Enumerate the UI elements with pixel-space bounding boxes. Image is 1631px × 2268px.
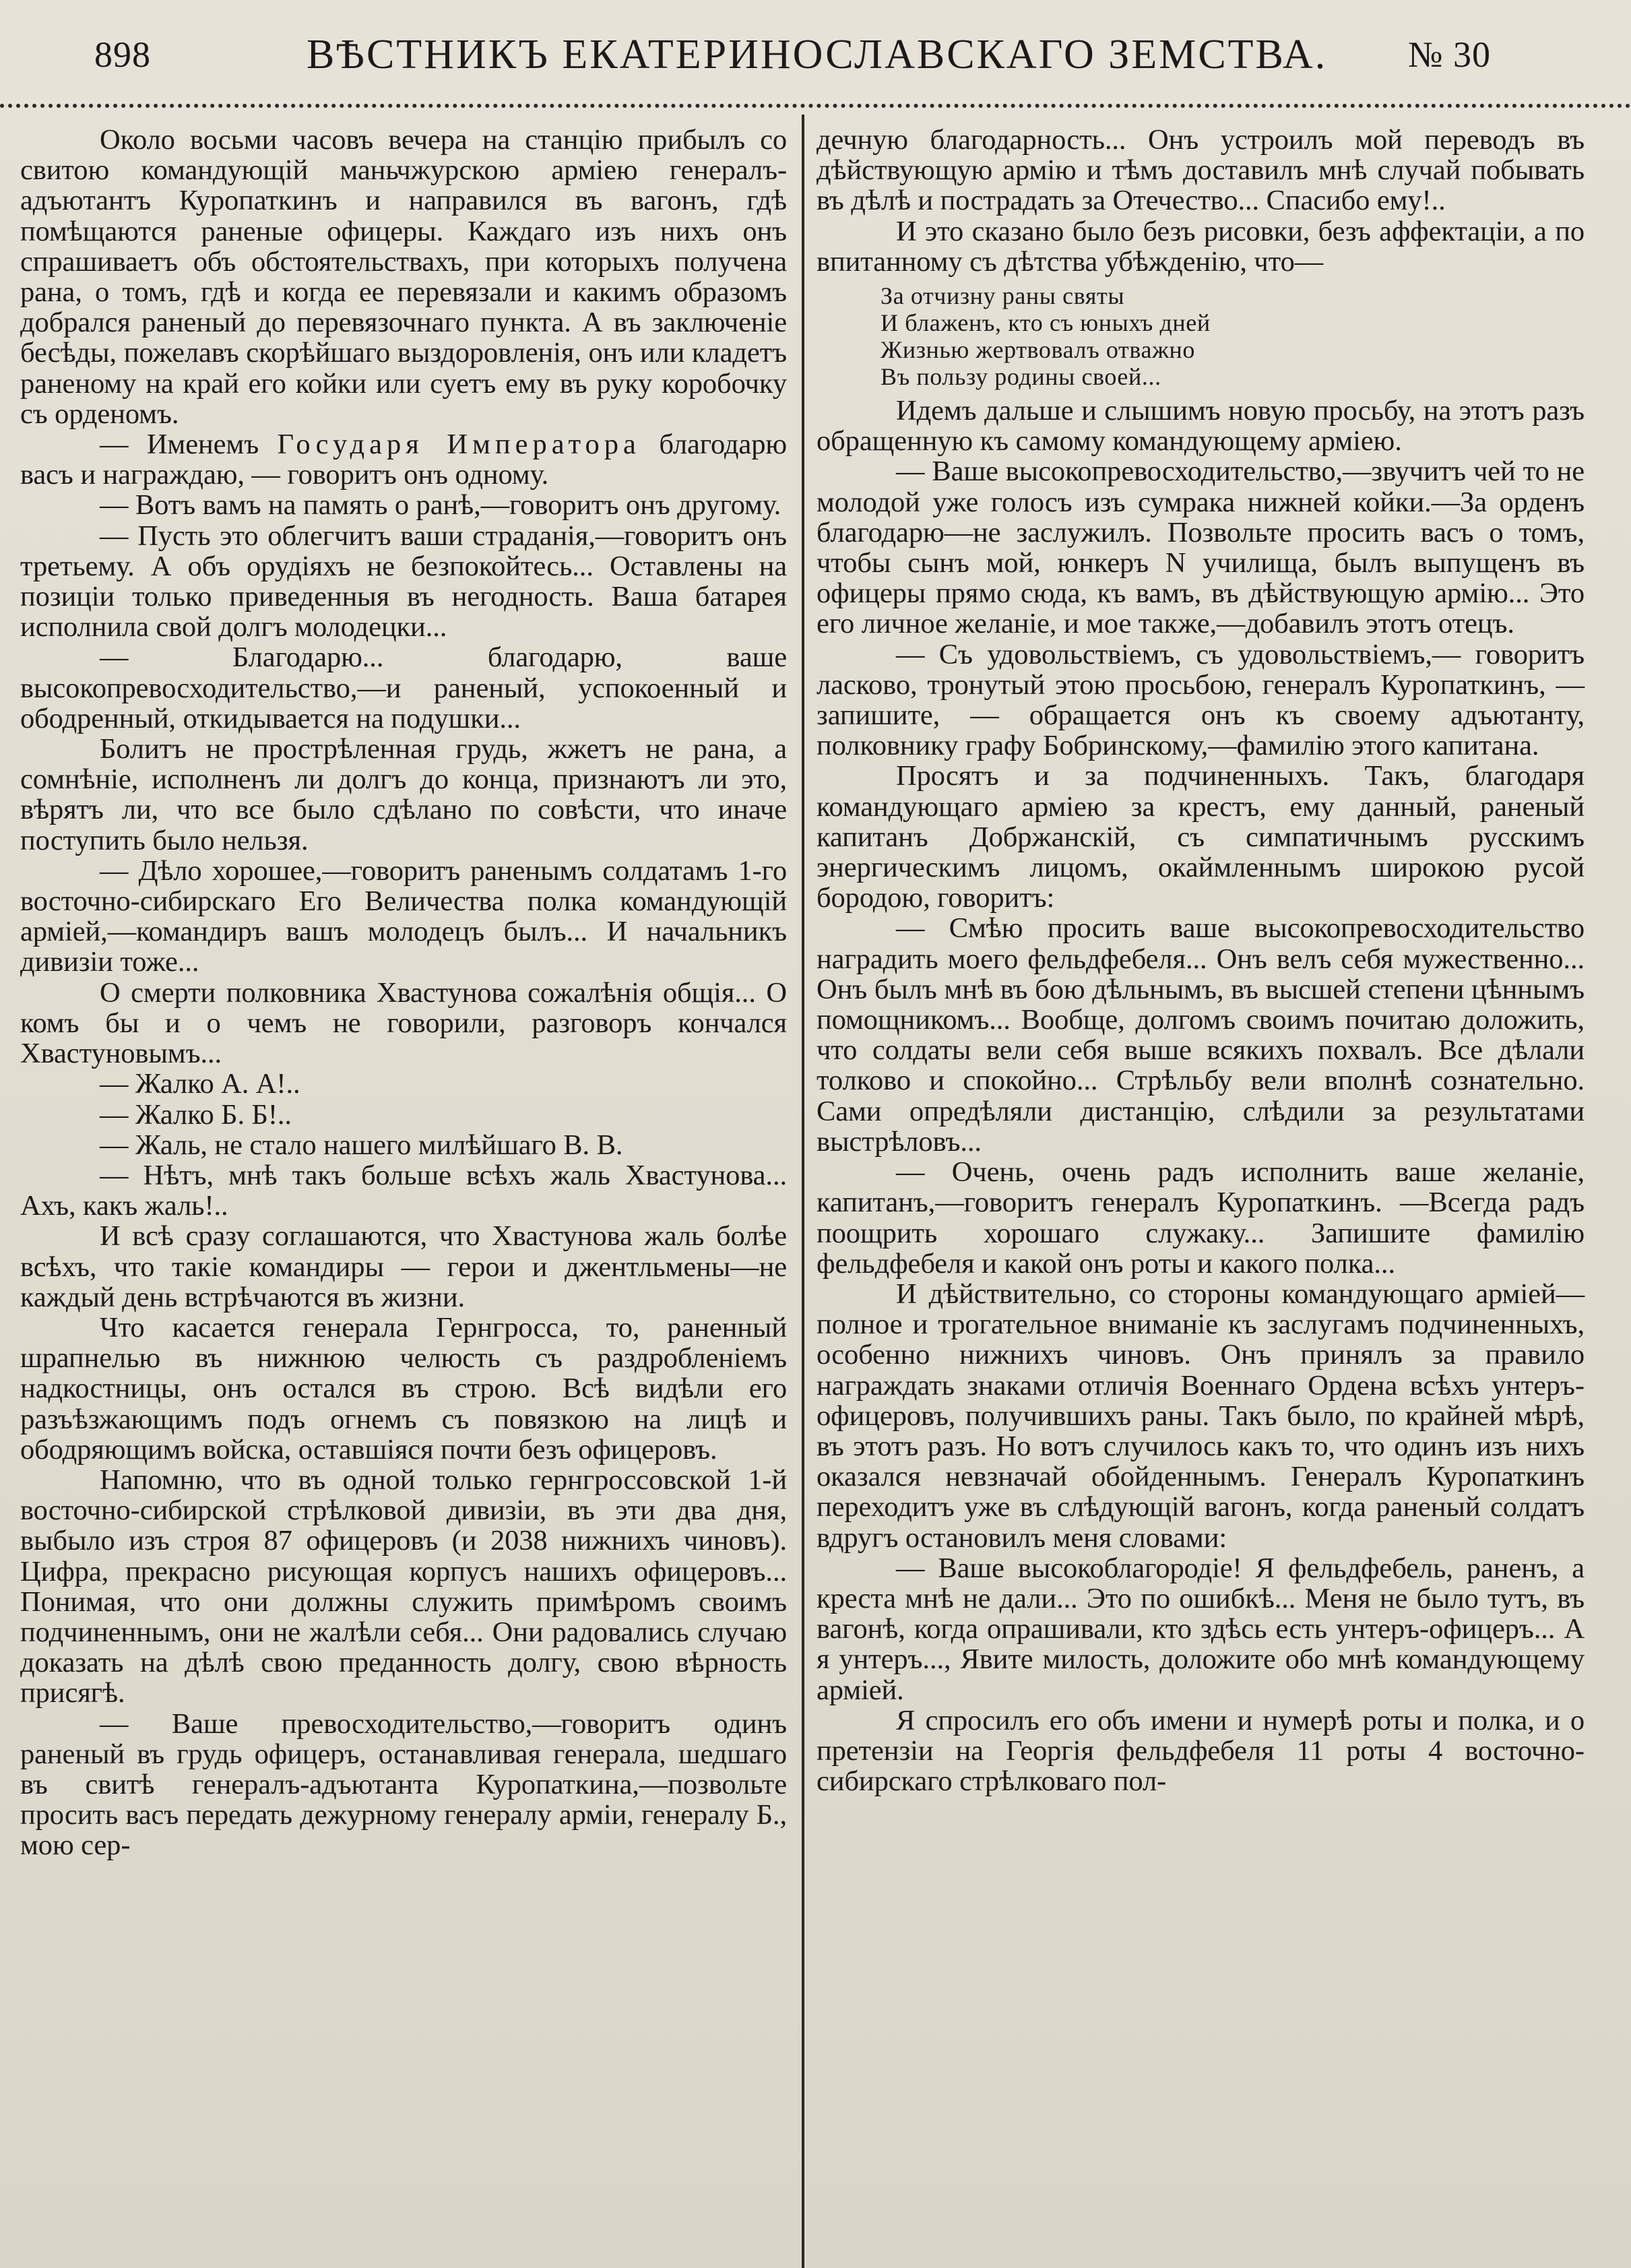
paragraph-text: О смерти полковника Хвастунова сожалѣнія общія... О комъ бы и о чемъ не говорили, разговоръ кончался Хвастуновымъ... — [20, 976, 787, 1070]
paragraph-text: И это сказано было безъ рисовки, безъ аффектаціи, а по впитанному съ дѣтства убѣжденію, что— — [817, 215, 1585, 278]
paragraph-text: И всѣ сразу соглашаются, что Хвастунова жаль болѣе всѣхъ, что такіе командиры — герои и джентльмены—не каждый день встрѣчаются въ жизни. — [20, 1220, 787, 1313]
paragraph-text: Что касается генерала Гернгросса, то, раненный шрапнелью въ нижнюю челюсть съ раздробленіемъ надкостницы, онъ остался въ строю. Всѣ видѣли его разъѣзжающимъ подъ огнемъ съ повязкою на лицѣ и ободряющимъ войска, оставшіяся почти безъ офицеровъ. — [20, 1311, 787, 1466]
paragraph — [817, 216, 1585, 277]
paragraph — [20, 978, 787, 1069]
paragraph — [817, 639, 1585, 761]
paragraph — [817, 913, 1585, 1157]
poem-quote — [881, 282, 1585, 390]
paragraph — [20, 1221, 787, 1313]
paragraph-text: дечную благодарность... Онъ устроилъ мой переводъ въ дѣйствующую армію и тѣмъ доставилъ мнѣ случай побывать въ дѣлѣ и пострадать за Отечество... Спасибо ему!.. — [817, 124, 1585, 217]
paragraph-text: — Нѣтъ, мнѣ такъ больше всѣхъ жаль Хвастунова... Ахъ, какъ жаль!.. — [20, 1159, 787, 1222]
paragraph-text: — Вотъ вамъ на память о ранѣ,—говоритъ онъ другому. — [100, 489, 781, 522]
paragraph-text-continued: благодарю васъ и награждаю, — говоритъ онъ одному. — [20, 429, 787, 491]
paragraph-text: Болитъ не прострѣленная грудь, жжетъ не рана, а сомнѣніе, исполненъ ли долгъ до конца, признаютъ ли это, вѣрятъ ли, что все было сдѣлано по совѣсти, что иначе поступить было нельзя. — [20, 733, 787, 856]
paragraph — [20, 1465, 787, 1709]
poem-line: Въ пользу родины своей... — [881, 363, 1161, 391]
paragraph — [817, 1279, 1585, 1553]
page-number: 898 — [94, 34, 151, 75]
right-column-top — [817, 125, 1585, 277]
poem-line: И блаженъ, кто съ юныхъ дней — [881, 309, 1211, 337]
paragraph — [20, 429, 787, 490]
paragraph — [20, 1160, 787, 1221]
paragraph — [20, 125, 787, 429]
paragraph-text: Напомню, что въ одной только гернгроссовской 1-й восточно-сибирской стрѣлковой дивизіи, въ эти два дня, выбыло изъ строя 87 офицеровъ (и 2038 нижнихъ чиновъ). Цифра, прекрасно рисующая корпусъ нашихъ офицеровъ... Понимая, что они должны служить примѣромъ своимъ подчиненнымъ, они не жалѣли себя... Они радовались случаю доказать на дѣлѣ свою преданность долгу, свою вѣрность присягѣ. — [20, 1463, 787, 1709]
paragraph-text: — Жалко А. А!.. — [100, 1068, 300, 1100]
paragraph — [817, 1705, 1585, 1797]
paragraph-text: Просятъ и за подчиненныхъ. Такъ, благодаря командующаго арміею за крестъ, ему данный, раненый капитанъ Добржанскій, съ симпатичнымъ русскимъ энергическимъ лицомъ, окаймленнымъ широкою русой бородою, говоритъ: — [817, 760, 1585, 914]
paragraph — [20, 1709, 787, 1861]
column-divider — [802, 115, 804, 2268]
right-column — [817, 125, 1585, 1796]
paragraph-text: — Дѣло хорошее,—говоритъ раненымъ солдатамъ 1-го восточно-сибирскаго Его Величества полка командующій арміей,—командиръ вашъ молодецъ былъ... И начальникъ дивизіи тоже... — [20, 854, 787, 978]
paragraph-text: Около восьми часовъ вечера на станцію прибылъ со свитою командующій маньчжурскою арміею генералъ-адъютантъ Куропаткинъ и направился въ вагонъ, гдѣ помѣщаются раненые офицеры. Каждаго изъ нихъ онъ спрашиваетъ объ обстоятельствахъ, при которыхъ получена рана, о томъ, гдѣ и когда ее перевязали и какимъ образомъ добрался раненый до перевязочнаго пункта. А въ заключеніе бесѣды, пожелавъ скорѣйшаго выздоровленія, онъ или кладетъ раненому на край его койки или суетъ ему въ руку коробочку съ орденомъ. — [20, 124, 787, 430]
journal-title: ВѢСТНИКЪ ЕКАТЕРИНОСЛАВСКАГО ЗЕМСТВА. — [307, 32, 1328, 77]
right-column-bottom — [817, 396, 1585, 1796]
poem-line: Жизнью жертвовалъ отважно — [881, 336, 1196, 364]
paragraph — [817, 1157, 1585, 1279]
paragraph — [20, 490, 787, 520]
paragraph-text: — Смѣю просить ваше высокопревосходительство наградить моего фельдфебеля... Онъ велъ себя мужественно... Онъ былъ мнѣ въ бою дѣльнымъ, въ высшей степени цѣннымъ помощникомъ... Вообще, долгомъ своимъ почитаю доложить, что солдаты вели себя выше всякихъ похвалъ. Все дѣлали толково и спокойно... Стрѣльбу вели вполнѣ сознательно. Сами опредѣляли дистанцію, слѣдили за результатами выстрѣловъ... — [817, 912, 1585, 1158]
paragraph — [817, 456, 1585, 639]
paragraph — [20, 734, 787, 856]
paragraph-text: — Жаль, не стало нашего милѣйшаго В. В. — [100, 1129, 623, 1161]
paragraph-text: — Съ удовольствіемъ, съ удовольствіемъ,— говоритъ ласково, тронутый этою просьбою, генералъ Куропаткинъ, — запишите, — обращается онъ къ своему адъютанту, полковнику графу Бобринскому,—фамилію этого капитана. — [817, 638, 1585, 762]
paragraph — [817, 1553, 1585, 1705]
issue-number: № 30 — [1408, 34, 1492, 75]
paragraph-text: — Именемъ — [100, 429, 278, 461]
paragraph — [20, 1069, 787, 1099]
paragraph-text: — Благодарю... благодарю, ваше высокопревосходительство,—и раненый, успокоенный и ободренный, откидывается на подушки... — [20, 641, 787, 734]
paragraph — [817, 125, 1585, 216]
page-header — [0, 24, 1631, 98]
paragraph-text: Идемъ дальше и слышимъ новую просьбу, на этотъ разъ обращенную къ самому командующему арміею. — [817, 395, 1585, 458]
paragraph-text: — Пусть это облегчитъ ваши страданія,—говоритъ онъ третьему. А объ орудіяхъ не безпокойтесь... Оставлены на позиціи только приведенныя въ негодность. Ваша батарея исполнила свой долгъ молодецки... — [20, 519, 787, 643]
paragraph-text: И дѣйствительно, со стороны командующаго арміей—полное и трогательное вниманіе къ заслугамъ подчиненныхъ, особенно нижнихъ чиновъ. Онъ принялъ за правило награждать знаками отличія Военнаго Ордена всѣхъ унтеръ-офицеровъ, получившихъ раны. Такъ было, по крайней мѣрѣ, въ этотъ разъ. Но вотъ случилось какъ то, что одинъ изъ нихъ оказался невзначай обойденнымъ. Генералъ Куропаткинъ переходитъ уже въ слѣдующій вагонъ, когда раненый солдатъ вдругъ остановилъ меня словами: — [817, 1278, 1585, 1554]
paragraph — [20, 1100, 787, 1130]
paragraph — [20, 642, 787, 734]
paragraph — [20, 521, 787, 643]
poem-line: За отчизну раны святы — [881, 282, 1125, 310]
paragraph-text: Я спросилъ его объ имени и нумерѣ роты и полка, и о претензіи на Георгія фельдфебеля 11 роты 4 восточно-сибирскаго стрѣлковаго пол- — [817, 1704, 1585, 1798]
paragraph — [817, 761, 1585, 913]
paragraph — [20, 1313, 787, 1465]
spaced-emphasis: Государя Императора — [277, 429, 641, 461]
paragraph-text: — Очень, очень радъ исполнить ваше желаніе, капитанъ,—говоритъ генералъ Куропаткинъ. —Всегда радъ поощрить хорошаго служаку... Запишите фамилію фельдфебеля и какой онъ роты и какого полка... — [817, 1156, 1585, 1280]
paragraph-text: — Ваше высокоблагородіе! Я фельдфебель, раненъ, а креста мнѣ не дали... Это по ошибкѣ... Меня не было тутъ, въ вагонѣ, когда опрашивали, кто здѣсь есть унтеръ-офицеръ... А я унтеръ..., Явите милость, доложите обо мнѣ командующему арміей. — [817, 1552, 1585, 1706]
paragraph — [20, 1130, 787, 1160]
paragraph-text: — Ваше превосходительство,—говоритъ одинъ раненый въ грудь офицеръ, останавливая генерала, шедшаго въ свитѣ генералъ-адъютанта Куропаткина,—позвольте просить васъ передать дежурному генералу арміи, генералу Б., мою сер- — [20, 1707, 787, 1862]
paragraph — [817, 396, 1585, 456]
left-column — [20, 125, 787, 1861]
paragraph-text: — Ваше высокопревосходительство,—звучитъ чей то не молодой уже голосъ изъ сумрака нижней койки.—За орденъ благодарю—не заслужилъ. Позвольте просить васъ о томъ, чтобы сынъ мой, юнкеръ N училища, былъ выпущенъ въ офицеры прямо сюда, къ вамъ, въ дѣйствующую армію... Это его личное желаніе, и мое также,—добавилъ этотъ отецъ. — [817, 455, 1585, 640]
paragraph — [20, 856, 787, 978]
header-rule — [0, 104, 1631, 108]
paragraph-text: — Жалко Б. Б!.. — [100, 1098, 292, 1131]
